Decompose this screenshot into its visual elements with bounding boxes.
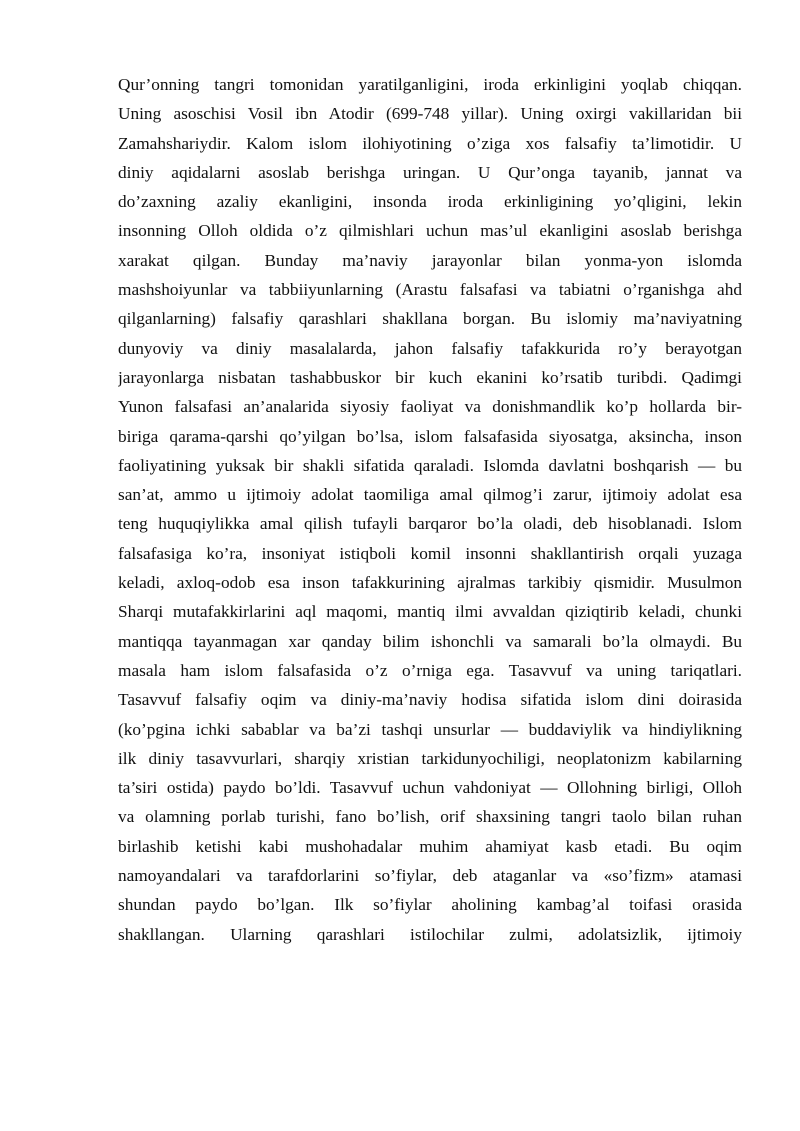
text-line: (ko’pgina ichki sabablar va ba’zi tashqi unsurlar — buddaviylik va hindiylikning (118, 719, 742, 739)
text-line: faoliyatining yuksak bir shakli sifatida qaraladi. Islomda davlatni boshqarish — bu (118, 455, 742, 475)
text-line: Zamahshariydir. Kalom islom ilohiyotining o’ziga xos falsafiy ta’limotidir. U (118, 133, 742, 153)
text-line: ilk diniy tasavvurlari, sharqiy xristian tarkidunyochiligi, neoplatonizm kabilarning (118, 748, 742, 768)
text-line: Tasavvuf falsafiy oqim va diniy-ma’naviy hodisa sifatida islom dini doirasida (118, 690, 742, 710)
text-line: Qur’onning tangri tomonidan yaratilganligini, iroda erkinligini yoqlab chiqqan. (118, 75, 742, 94)
text-line: Yunon falsafasi an’analarida siyosiy faoliyat va donishmandlik ko’p hollarda bir- (118, 397, 742, 417)
text-line: dunyoviy va diniy masalalarda, jahon falsafiy tafakkurida ro’y berayotgan (118, 338, 742, 358)
text-line: mantiqqa tayanmagan xar qanday bilim ishonchli va samarali bo’la olmaydi. Bu (118, 631, 742, 651)
text-line: keladi, axloq-odob esa inson tafakkurining ajralmas tarkibiy qismidir. Musulmon (118, 573, 742, 593)
text-line: masala ham islom falsafasida o’z o’rniga ega. Tasavvuf va uning tariqatlari. (118, 660, 742, 680)
text-line: mashshoiyunlar va tabbiiyunlarning (Arastu falsafasi va tabiatni o’rganishga ahd (118, 280, 742, 300)
text-line: shakllangan. Ularning qarashlari istilochilar zulmi, adolatsizlik, ijtimoiy (118, 924, 742, 944)
text-line: insonning Olloh oldida o’z qilmishlari uchun mas’ul ekanligini asoslab berishga (118, 221, 742, 241)
text-line: Sharqi mutafakkirlarini aql maqomi, mantiq ilmi avvaldan qiziqtirib keladi, chunki (118, 602, 742, 622)
text-line: namoyandalari va tarafdorlarini so’fiylar, deb ataganlar va «so’fizm» atamasi (118, 866, 742, 886)
text-line: diniy aqidalarni asoslab berishga uringan. U Qur’onga tayanib, jannat va (118, 162, 742, 182)
text-line: Uning asoschisi Vosil ibn Atodir (699-748 yillar). Uning oxirgi vakillaridan bii (118, 104, 742, 124)
text-line: shundan paydo bo’lgan. Ilk so’fiylar aholining kambag’al toifasi orasida (118, 895, 742, 915)
text-line: do’zaxning azaliy ekanligini, insonda iroda erkinligining yo’qligini, lekin (118, 192, 742, 212)
text-line: va olamning porlab turishi, fano bo’lish, orif shaxsining tangri taolo bilan ruhan (118, 807, 742, 827)
text-line: falsafasiga ko’ra, insoniyat istiqboli komil insonni shakllantirish orqali yuzaga (118, 543, 742, 563)
text-line: xarakat qilgan. Bunday ma’naviy jarayonlar bilan yonma-yon islomda (118, 250, 742, 270)
document-page (118, 70, 742, 949)
text-line: biriga qarama-qarshi qo’yilgan bo’lsa, islom falsafasida siyosatga, aksincha, inson (118, 426, 742, 446)
text-line: san’at, ammo u ijtimoiy adolat taomiliga amal qilmog’i zarur, ijtimoiy adolat esa (118, 485, 742, 505)
text-line: ta’siri ostida) paydo bo’ldi. Tasavvuf uchun vahdoniyat — Ollohning birligi, Olloh (118, 778, 742, 798)
text-line: birlashib ketishi kabi mushohadalar muhim ahamiyat kasb etadi. Bu oqim (118, 836, 742, 856)
text-line: jarayonlarga nisbatan tashabbuskor bir kuch ekanini ko’rsatib turibdi. Qadimgi (118, 367, 742, 387)
text-line: qilganlarning) falsafiy qarashlari shakllana borgan. Bu islomiy ma’naviyatning (118, 309, 742, 329)
text-line: teng huquqiylikka amal qilish tufayli barqaror bo’la oladi, deb hisoblanadi. Islom (118, 514, 742, 534)
